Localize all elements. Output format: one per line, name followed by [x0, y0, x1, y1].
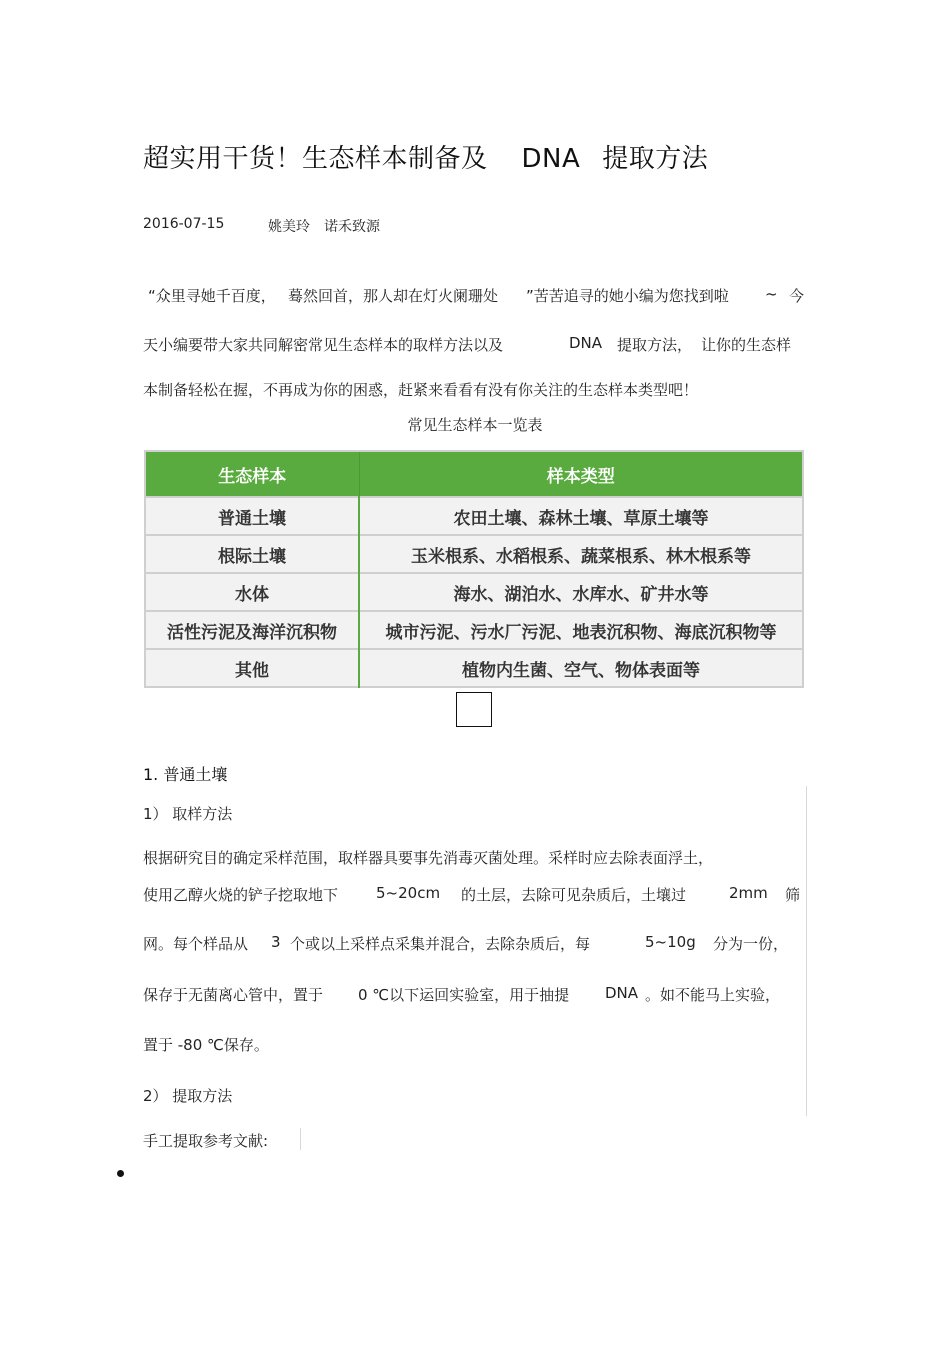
table-row	[145, 611, 803, 649]
sampling-text-line2-b: 5~20cm	[376, 884, 441, 902]
table-row	[145, 497, 803, 535]
table-cell-sample: 普通土壤	[145, 497, 359, 535]
intro-line2-a: 天小编要带大家共同解密常见生态样本的取样方法以及	[143, 336, 504, 354]
sampling-text-line3-e: 分为一份，	[713, 935, 789, 953]
section-heading: 1. 普通土壤	[143, 765, 228, 784]
intro-line1-a: “众里寻她千百度，	[148, 287, 276, 305]
intro-line2-c: 提取方法，	[617, 336, 693, 354]
sampling-text-line1: 根据研究目的确定采样范围，取样器具要事先消毒灭菌处理。采样时应去除表面浮土，	[143, 849, 714, 867]
subsection-heading-extraction: 2） 提取方法	[143, 1087, 233, 1105]
sample-type-table	[144, 450, 804, 688]
sampling-text-line2-e: 筛	[785, 886, 801, 904]
table-cell-sample: 其他	[145, 649, 359, 687]
article-source[interactable]: 诺禾致源	[324, 219, 380, 235]
article-date: 2016-07-15	[143, 216, 225, 232]
article-author: 姚美玲	[268, 219, 310, 235]
intro-line2-d: 让你的生态样	[701, 336, 792, 354]
sampling-text-line5: 置于 -80 ℃保存。	[143, 1036, 269, 1054]
intro-line1-e: 今	[789, 287, 805, 305]
table-row	[145, 573, 803, 611]
intro-line1-b: 蓦然回首，那人却在灯火阑珊处	[288, 287, 499, 305]
reference-divider-line	[300, 1128, 301, 1150]
table-cell-sample: 水体	[145, 573, 359, 611]
intro-line1-d: ~	[765, 285, 778, 303]
title-text-2: 提取方法	[602, 144, 709, 174]
bullet-point	[117, 1170, 124, 1177]
table-cell-type: 植物内生菌、空气、物体表面等	[359, 649, 803, 687]
title-text-dna: DNA	[521, 144, 581, 174]
intro-line1-c: ”苦苦追寻的她小编为您找到啦	[526, 287, 729, 305]
sampling-text-line4-b: 0 ℃以下运回实验室，用于抽提	[358, 986, 570, 1004]
intro-line2-b: DNA	[569, 334, 603, 352]
table-cell-type: 玉米根系、水稻根系、蔬菜根系、林木根系等	[359, 535, 803, 573]
title-text-1: 超实用干货！生态样本制备及	[143, 144, 488, 174]
sampling-text-line4-a: 保存于无菌离心管中，置于	[143, 986, 324, 1004]
content-divider-line	[806, 786, 807, 1116]
table-cell-type: 城市污泥、污水厂污泥、地表沉积物、海底沉积物等	[359, 611, 803, 649]
sampling-text-line3-d: 5~10g	[645, 933, 696, 951]
table-header-row	[145, 451, 803, 497]
manual-extraction-reference: 手工提取参考文献:	[143, 1132, 269, 1150]
sampling-text-line2-a: 使用乙醇火烧的铲子挖取地下	[143, 886, 339, 904]
sampling-text-line3-b: 3	[271, 933, 281, 951]
sampling-text-line3-c: 个或以上采样点采集并混合，去除杂质后，每	[290, 935, 591, 953]
sampling-text-line2-c: 的土层，去除可见杂质后，土壤过	[461, 886, 687, 904]
table-row	[145, 535, 803, 573]
sampling-text-line4-d: 。如不能马上实验，	[645, 986, 781, 1004]
table-cell-sample: 根际土壤	[145, 535, 359, 573]
subsection-heading-sampling: 1） 取样方法	[143, 805, 233, 823]
sampling-text-line4-c: DNA	[605, 984, 639, 1002]
image-placeholder	[456, 692, 492, 727]
table-header-type: 样本类型	[359, 451, 803, 497]
table-cell-sample: 活性污泥及海洋沉积物	[145, 611, 359, 649]
sampling-text-line3-a: 网。每个样品从	[143, 935, 249, 953]
table-cell-type: 农田土壤、森林土壤、草原土壤等	[359, 497, 803, 535]
table-row	[145, 649, 803, 687]
table-cell-type: 海水、湖泊水、水库水、矿井水等	[359, 573, 803, 611]
table-header-sample: 生态样本	[145, 451, 359, 497]
table-caption: 常见生态样本一览表	[407, 416, 543, 434]
article-title	[143, 138, 708, 175]
sampling-text-line2-d: 2mm	[729, 884, 768, 902]
intro-line3: 本制备轻松在握，不再成为你的困惑，赶紧来看看有没有你关注的生态样本类型吧！	[143, 381, 699, 399]
